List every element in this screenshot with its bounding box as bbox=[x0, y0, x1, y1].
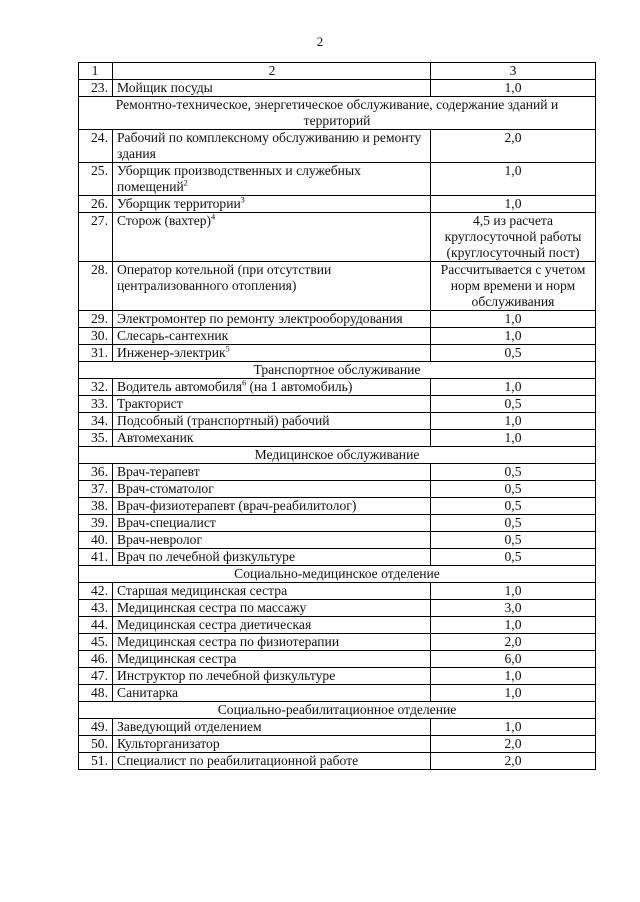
row-number: 28. bbox=[79, 262, 113, 311]
row-number: 48. bbox=[79, 685, 113, 702]
row-number: 42. bbox=[79, 583, 113, 600]
table-row bbox=[79, 130, 596, 163]
position-name: Инженер-электрик bbox=[117, 345, 226, 360]
staff-units-value: 1,0 bbox=[431, 328, 596, 345]
row-number: 50. bbox=[79, 736, 113, 753]
table-row bbox=[79, 481, 596, 498]
row-number: 34. bbox=[79, 413, 113, 430]
staff-units-value: 2,0 bbox=[431, 736, 596, 753]
footnote-marker: 4 bbox=[211, 212, 216, 222]
staff-units-value: 2,0 bbox=[431, 753, 596, 770]
row-number: 26. bbox=[79, 196, 113, 213]
table-row bbox=[79, 532, 596, 549]
row-number: 38. bbox=[79, 498, 113, 515]
position-name-cell bbox=[113, 80, 431, 97]
row-number: 51. bbox=[79, 753, 113, 770]
position-name: Подсобный (транспортный) рабочий bbox=[117, 413, 330, 428]
row-number: 43. bbox=[79, 600, 113, 617]
row-number: 40. bbox=[79, 532, 113, 549]
section-header-row bbox=[79, 702, 596, 719]
position-name-cell bbox=[113, 515, 431, 532]
position-name: Автомеханик bbox=[117, 430, 194, 445]
row-number: 30. bbox=[79, 328, 113, 345]
row-number: 37. bbox=[79, 481, 113, 498]
position-name-cell bbox=[113, 213, 431, 262]
header-col-3: 3 bbox=[431, 63, 596, 80]
page-number: 2 bbox=[316, 34, 324, 49]
position-name-cell bbox=[113, 668, 431, 685]
row-number: 29. bbox=[79, 311, 113, 328]
position-name-cell bbox=[113, 262, 431, 311]
position-name: Врач по лечебной физкультуре bbox=[117, 549, 295, 564]
table-row bbox=[79, 668, 596, 685]
position-name-cell bbox=[113, 498, 431, 515]
position-name: Инструктор по лечебной физкультуре bbox=[117, 668, 336, 683]
table-row bbox=[79, 396, 596, 413]
row-number: 32. bbox=[79, 379, 113, 396]
staff-units-value: 3,0 bbox=[431, 600, 596, 617]
staff-units-value: 6,0 bbox=[431, 651, 596, 668]
position-name-cell bbox=[113, 464, 431, 481]
table-row bbox=[79, 600, 596, 617]
position-name: Слесарь-сантехник bbox=[117, 328, 229, 343]
section-header-row bbox=[79, 362, 596, 379]
table-row bbox=[79, 583, 596, 600]
table-header-row bbox=[79, 63, 596, 80]
table-row bbox=[79, 311, 596, 328]
staff-units-value: 2,0 bbox=[431, 634, 596, 651]
position-name: Уборщик территории bbox=[117, 196, 241, 211]
position-name: Мойщик посуды bbox=[117, 80, 213, 95]
position-name-cell bbox=[113, 600, 431, 617]
position-name-cell bbox=[113, 617, 431, 634]
position-name-cell bbox=[113, 753, 431, 770]
table-row bbox=[79, 617, 596, 634]
table-row bbox=[79, 736, 596, 753]
section-title: Социально-реабилитационное отделение bbox=[79, 702, 596, 719]
position-name-suffix: (на 1 автомобиль) bbox=[246, 379, 353, 394]
row-number: 45. bbox=[79, 634, 113, 651]
table-row bbox=[79, 345, 596, 362]
position-name: Старшая медицинская сестра bbox=[117, 583, 288, 598]
position-name: Водитель автомобиля bbox=[117, 379, 243, 394]
position-name: Тракторист bbox=[117, 396, 183, 411]
position-name: Оператор котельной (при отсутствии централизованного отопления) bbox=[117, 262, 332, 293]
position-name: Специалист по реабилитационной работе bbox=[117, 753, 359, 768]
section-header-row bbox=[79, 447, 596, 464]
position-name: Уборщик производственных и служебных помещений bbox=[117, 163, 361, 194]
section-title: Медицинское обслуживание bbox=[79, 447, 596, 464]
table-row bbox=[79, 634, 596, 651]
section-title: Транспортное обслуживание bbox=[79, 362, 596, 379]
row-number: 23. bbox=[79, 80, 113, 97]
header-col-2: 2 bbox=[113, 63, 431, 80]
table-row bbox=[79, 515, 596, 532]
position-name-cell bbox=[113, 328, 431, 345]
table-row bbox=[79, 413, 596, 430]
staff-units-value: 1,0 bbox=[431, 196, 596, 213]
row-number: 47. bbox=[79, 668, 113, 685]
position-name-cell bbox=[113, 549, 431, 566]
row-number: 44. bbox=[79, 617, 113, 634]
position-name: Медицинская сестра диетическая bbox=[117, 617, 312, 632]
table-row bbox=[79, 328, 596, 345]
row-number: 39. bbox=[79, 515, 113, 532]
staffing-table bbox=[78, 62, 596, 770]
position-name-cell bbox=[113, 345, 431, 362]
table-row bbox=[79, 549, 596, 566]
table-row bbox=[79, 196, 596, 213]
staff-units-value: 1,0 bbox=[431, 80, 596, 97]
position-name: Культорганизатор bbox=[117, 736, 220, 751]
table-row bbox=[79, 213, 596, 262]
position-name: Врач-невролог bbox=[117, 532, 203, 547]
row-number: 33. bbox=[79, 396, 113, 413]
staff-units-value: 1,0 bbox=[431, 413, 596, 430]
position-name: Врач-физиотерапевт (врач-реабилитолог) bbox=[117, 498, 357, 513]
staff-units-value: 1,0 bbox=[431, 430, 596, 447]
position-name: Врач-специалист bbox=[117, 515, 216, 530]
section-title: Ремонтно-техническое, энергетическое обслуживание, содержание зданий и территорий bbox=[79, 97, 596, 130]
row-number: 41. bbox=[79, 549, 113, 566]
position-name: Сторож (вахтер) bbox=[117, 213, 212, 228]
row-number: 25. bbox=[79, 163, 113, 196]
position-name-cell bbox=[113, 583, 431, 600]
table-row bbox=[79, 430, 596, 447]
table-row bbox=[79, 163, 596, 196]
position-name-cell bbox=[113, 685, 431, 702]
footnote-marker: 3 bbox=[240, 195, 245, 205]
footnote-marker: 6 bbox=[242, 378, 247, 388]
position-name-cell bbox=[113, 130, 431, 163]
table-row bbox=[79, 80, 596, 97]
staff-units-value: 0,5 bbox=[431, 498, 596, 515]
position-name-cell bbox=[113, 719, 431, 736]
footnote-marker: 5 bbox=[225, 344, 230, 354]
table-row bbox=[79, 262, 596, 311]
position-name: Медицинская сестра по массажу bbox=[117, 600, 307, 615]
table-row bbox=[79, 498, 596, 515]
position-name: Санитарка bbox=[117, 685, 179, 700]
position-name: Электромонтер по ремонту электрооборудования bbox=[117, 311, 403, 326]
staff-units-value: 1,0 bbox=[431, 685, 596, 702]
position-name-cell bbox=[113, 736, 431, 753]
position-name-cell bbox=[113, 651, 431, 668]
position-name-cell bbox=[113, 163, 431, 196]
row-number: 46. bbox=[79, 651, 113, 668]
staff-units-value: 4,5 из расчета круглосуточной работы (круглосуточный пост) bbox=[431, 213, 596, 262]
position-name-cell bbox=[113, 311, 431, 328]
staff-units-value: 1,0 bbox=[431, 379, 596, 396]
staff-units-value: 0,5 bbox=[431, 481, 596, 498]
staff-units-value: 1,0 bbox=[431, 583, 596, 600]
row-number: 35. bbox=[79, 430, 113, 447]
table-row bbox=[79, 379, 596, 396]
table-row bbox=[79, 719, 596, 736]
footnote-marker: 2 bbox=[183, 178, 188, 188]
section-title: Социально-медицинское отделение bbox=[79, 566, 596, 583]
table-row bbox=[79, 753, 596, 770]
position-name: Медицинская сестра по физиотерапии bbox=[117, 634, 340, 649]
position-name: Медицинская сестра bbox=[117, 651, 237, 666]
position-name-cell bbox=[113, 379, 431, 396]
table-row bbox=[79, 651, 596, 668]
row-number: 49. bbox=[79, 719, 113, 736]
position-name-cell bbox=[113, 481, 431, 498]
staff-units-value: 0,5 bbox=[431, 396, 596, 413]
header-col-1: 1 bbox=[79, 63, 113, 80]
staff-units-value: 1,0 bbox=[431, 617, 596, 634]
staff-units-value: 0,5 bbox=[431, 464, 596, 481]
staff-units-value: 0,5 bbox=[431, 532, 596, 549]
position-name: Врач-стоматолог bbox=[117, 481, 214, 496]
position-name: Рабочий по комплексному обслуживанию и ремонту здания bbox=[117, 130, 422, 161]
row-number: 24. bbox=[79, 130, 113, 163]
position-name-cell bbox=[113, 532, 431, 549]
row-number: 36. bbox=[79, 464, 113, 481]
staff-units-value: 1,0 bbox=[431, 719, 596, 736]
position-name-cell bbox=[113, 396, 431, 413]
position-name: Заведующий отделением bbox=[117, 719, 262, 734]
staff-units-value: 1,0 bbox=[431, 311, 596, 328]
staff-units-value: 0,5 bbox=[431, 515, 596, 532]
section-header-row bbox=[79, 566, 596, 583]
row-number: 27. bbox=[79, 213, 113, 262]
table-row bbox=[79, 464, 596, 481]
staff-units-value: 0,5 bbox=[431, 549, 596, 566]
position-name-cell bbox=[113, 413, 431, 430]
position-name-cell bbox=[113, 196, 431, 213]
staff-units-value: 2,0 bbox=[431, 130, 596, 163]
row-number: 31. bbox=[79, 345, 113, 362]
staff-units-value: 1,0 bbox=[431, 668, 596, 685]
staff-units-value: Рассчитывается с учетом норм времени и норм обслуживания bbox=[431, 262, 596, 311]
table-row bbox=[79, 685, 596, 702]
position-name-cell bbox=[113, 634, 431, 651]
staff-units-value: 0,5 bbox=[431, 345, 596, 362]
position-name: Врач-терапевт bbox=[117, 464, 200, 479]
position-name-cell bbox=[113, 430, 431, 447]
staff-units-value: 1,0 bbox=[431, 163, 596, 196]
section-header-row bbox=[79, 97, 596, 130]
